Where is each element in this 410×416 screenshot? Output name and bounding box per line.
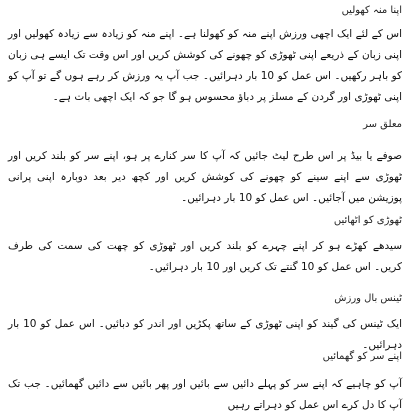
section-paragraph: آپ کو چاہیے کہ اپنے سر کو پہلے دائیں سے بائیں اور پھر بائیں سے دائیں گھمائیں۔ جب تک آپ کا دل کرے اس عمل کو دہراتے رہیں	[8, 378, 402, 411]
section-paragraph: صوفے یا بیڈ پر اس طرح لیٹ جائیں کہ آپ کا سر کنارے پر ہو، اپنے سر کو بلند کریں اور ٹھوڑی سے اپنے سینے کو چھونے کی کوشش کریں اور کچھ دیر بعد دوبارہ اپنی پرانی پوزیشن میں آجائیں۔ اس عمل کو 10 بار دہرائیں۔	[8, 150, 402, 204]
section-heading: اپنا منہ کھولیں	[341, 5, 402, 16]
section-paragraph: اس کے لئے ایک اچھی ورزش اپنے منہ کو کھولنا ہے۔ اپنے منہ کو زیادہ سے زیادہ کھولیں اور اپنی زبان کے ذریعے اپنی ٹھوڑی کو چھونے کی کوشش کریں اور اس وقت تک ایسے ہی زبان کو باہر رکھیں۔ اس عمل کو 10 بار دہرائیں۔ جب آپ یہ ورزش کر رہے ہوں گے تو آپ کو اپنی ٹھوڑی اور گردن کے مسلز پر دباؤ محسوس ہو گا جو کہ ایک اچھی بات ہے۔	[8, 28, 403, 103]
section-heading: ٹھوڑی کو اٹھائیں	[333, 215, 402, 226]
section-paragraph: سیدھے کھڑے ہو کر اپنے چہرے کو بلند کریں اور ٹھوڑی کو چھت کی سمت کی طرف کریں۔ اس عمل کو 10 گنتے تک کریں اور 10 بار دہرائیں۔	[8, 240, 402, 273]
section-heading: اپنے سر کو گھمائیں	[322, 351, 402, 362]
section-paragraph: ایک ٹینس کی گیند کو اپنی ٹھوڑی کے ساتھ پکڑیں اور اندر کو دبائیں۔ اس عمل کو 10 بار دہرائیں۔	[8, 318, 402, 351]
section-heading: معلق سر	[363, 119, 402, 130]
article-page	[6, 0, 404, 410]
section-heading: ٹینس بال ورزش	[334, 293, 402, 304]
